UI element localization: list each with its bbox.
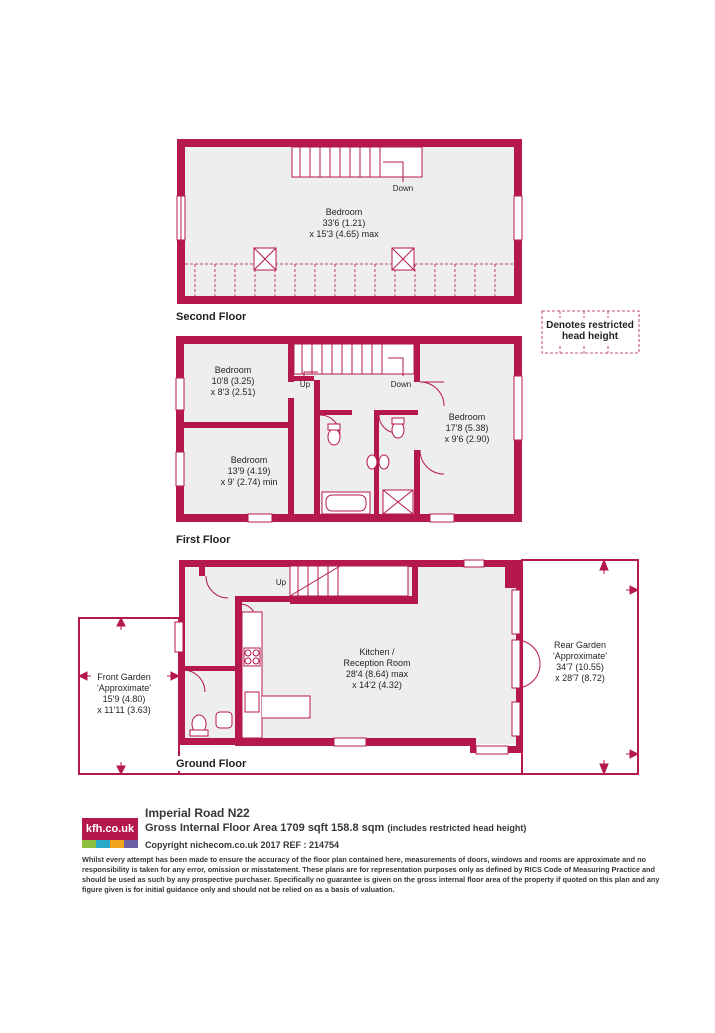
garden-dimension: 15'9 (4.80) [102, 694, 146, 704]
window [514, 376, 522, 440]
room-dimension: x 9' (2.74) min [220, 477, 278, 487]
logo-text: kfh.co.uk [82, 818, 138, 840]
room-dimension: 10'8 (3.25) [211, 376, 255, 386]
first-floor-plan [176, 340, 522, 546]
room-dimension: 28'4 (8.64) max [345, 669, 409, 679]
room-name: Bedroom [448, 412, 486, 422]
room-dimension: x 15'3 (4.65) max [309, 229, 379, 239]
window [334, 738, 366, 746]
stairs-down-label: Down [390, 380, 412, 389]
window [176, 378, 184, 410]
garden-name: Front Garden [97, 672, 151, 682]
room-name: Bedroom [230, 455, 268, 465]
window [175, 622, 183, 652]
stairs-up-label: Up [275, 578, 287, 587]
room-name: Reception Room [343, 658, 411, 668]
legend-text: Denotes restricted [546, 320, 634, 331]
floor-area-text: Gross Internal Floor Area 1709 sqft 158.8 sqm [145, 822, 385, 834]
garden-dimension: x 11'11 (3.63) [97, 705, 151, 715]
window [464, 560, 484, 567]
stairs-down-label: Down [392, 184, 414, 193]
room-name: Bedroom [325, 207, 363, 217]
window [512, 590, 520, 634]
room-dimension: x 8'3 (2.51) [210, 387, 256, 397]
garden-note: 'Approximate' [97, 683, 151, 693]
window [248, 514, 272, 522]
ground-floor-stairs [290, 566, 408, 596]
window [430, 514, 454, 522]
second-floor-stairs [292, 147, 422, 182]
property-address: Imperial Road N22 [145, 806, 250, 820]
legend [542, 311, 639, 353]
window [476, 746, 508, 754]
room-dimension: 17'8 (5.38) [445, 423, 489, 433]
room-dimension: 13'9 (4.19) [227, 466, 271, 476]
french-doors [512, 640, 540, 688]
room-dimension: x 9'6 (2.90) [444, 434, 490, 444]
garden-name: Rear Garden [553, 640, 607, 650]
skylight [392, 248, 414, 270]
stairs-up-label: Up [299, 380, 311, 389]
room-dimension: 33'6 (1.21) [322, 218, 366, 228]
disclaimer: Whilst every attempt has been made to ensure the accuracy of the floor plan contained here, measurements of doors, windows and rooms are approximate and no responsibility is taken for any error, omission or misstatement. These plans are for representation purposes only as defined by RICS Code of Measuring Practice and should be used as such by any prospective purchaser. Specifically no guarantee is given on the gross internal floor area of the property if quoted on this plan and any figure given is for initial guidance only and should not be relied on as a basis of valuation. [82, 855, 660, 894]
room-dimension: x 14'2 (4.32) [352, 680, 402, 690]
ground-floor-plan [79, 560, 638, 774]
room-name: Bedroom [214, 365, 252, 375]
window [514, 196, 522, 240]
window [512, 702, 520, 736]
garden-note: 'Approximate' [553, 651, 607, 661]
garden-dimension: 34'7 (10.55) [556, 662, 604, 672]
floor-title: Ground Floor [176, 758, 247, 770]
floor-title: Second Floor [176, 311, 247, 323]
window [176, 452, 184, 486]
floor-title: First Floor [176, 534, 231, 546]
garden-dimension: x 28'7 (8.72) [555, 673, 605, 683]
copyright: Copyright nichecom.co.uk 2017 REF : 214754 [145, 840, 340, 850]
legend-text: head height [561, 331, 619, 342]
skylight [254, 248, 276, 270]
second-floor-plan [176, 143, 522, 323]
room-name: Kitchen / [359, 647, 395, 657]
floor-area-note: (includes restricted head height) [387, 823, 527, 833]
